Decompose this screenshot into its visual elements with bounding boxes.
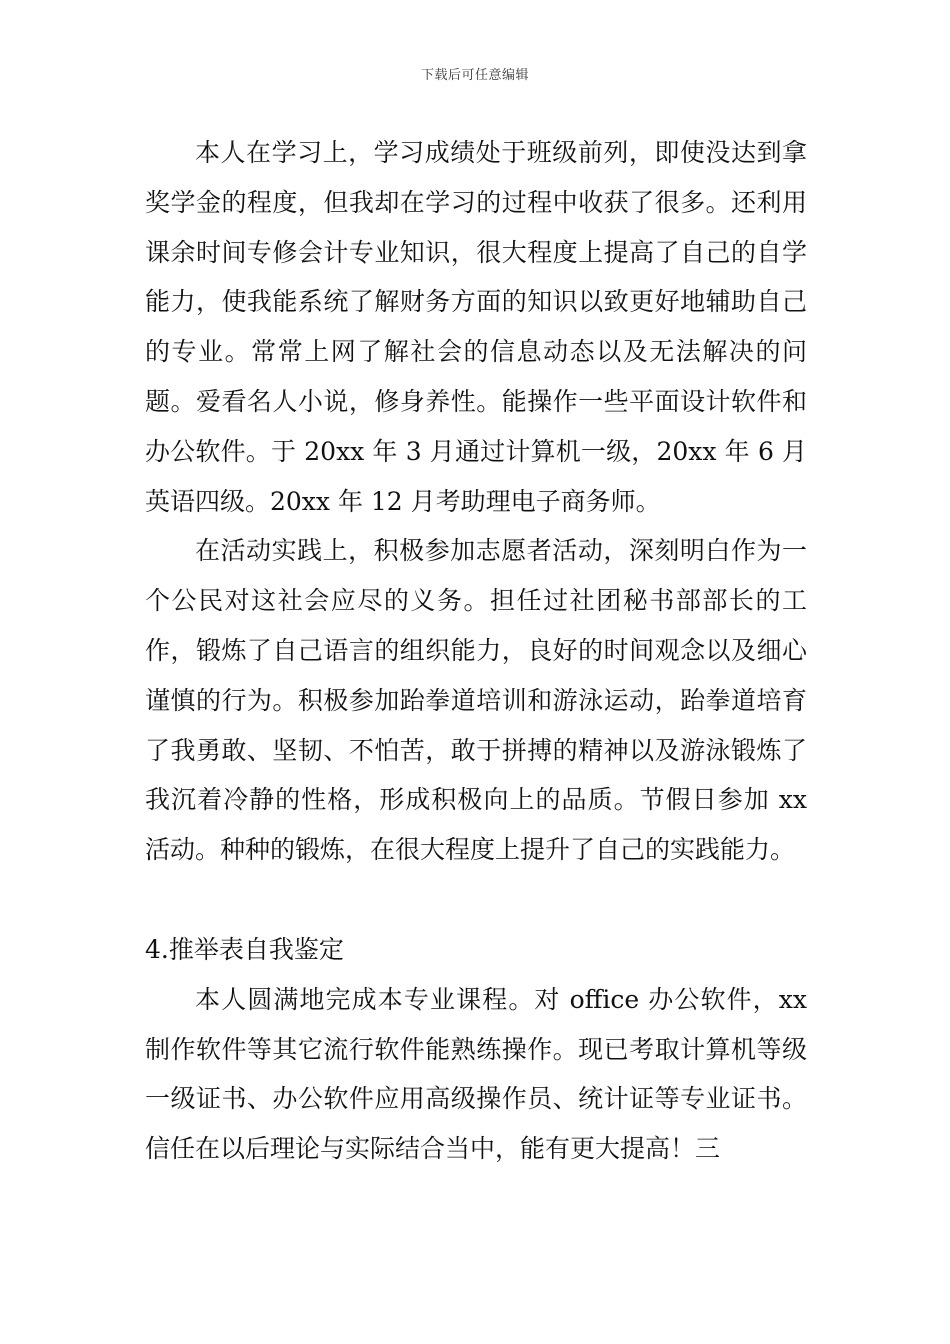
document-body: [145, 128, 807, 1174]
paragraph-self-assessment: 本人圆满地完成本专业课程。对 office 办公软件，xx 制作软件等其它流行软件能熟练操作。现已考取计算机等级一级证书、办公软件应用高级操作员、统计证等专业证书。信任在以后理论与实际结合当中，能有更大提高！三: [145, 984, 807, 1164]
section-heading: 4.推举表自我鉴定: [145, 934, 344, 964]
paragraph-study: 本人在学习上，学习成绩处于班级前列，即使没达到拿奖学金的程度，但我却在学习的过程中收获了很多。还利用课余时间专修会计专业知识，很大程度上提高了自己的自学能力，使我能系统了解财务方面的知识以致更好地辅助自己的专业。常常上网了解社会的信息动态以及无法解决的问题。爱看名人小说，修身养性。能操作一些平面设计软件和办公软件。于 20xx 年 3 月通过计算机一级，20xx 年 6 月英语四级。20xx 年 12 月考助理电子商务师。: [145, 138, 807, 516]
page-header: 下载后可任意编辑: [420, 68, 529, 83]
paragraph-activities: 在活动实践上，积极参加志愿者活动，深刻明白作为一个公民对这社会应尽的义务。担任过社团秘书部部长的工作，锻炼了自己语言的组织能力，良好的时间观念以及细心谨慎的行为。积极参加跆拳道培训和游泳运动，跆拳道培育了我勇敢、坚韧、不怕苦，敢于拼搏的精神以及游泳锻炼了我沉着冷静的性格，形成积极向上的品质。节假日参加 xx 活动。种种的锻炼，在很大程度上提升了自己的实践能力。: [145, 536, 807, 865]
